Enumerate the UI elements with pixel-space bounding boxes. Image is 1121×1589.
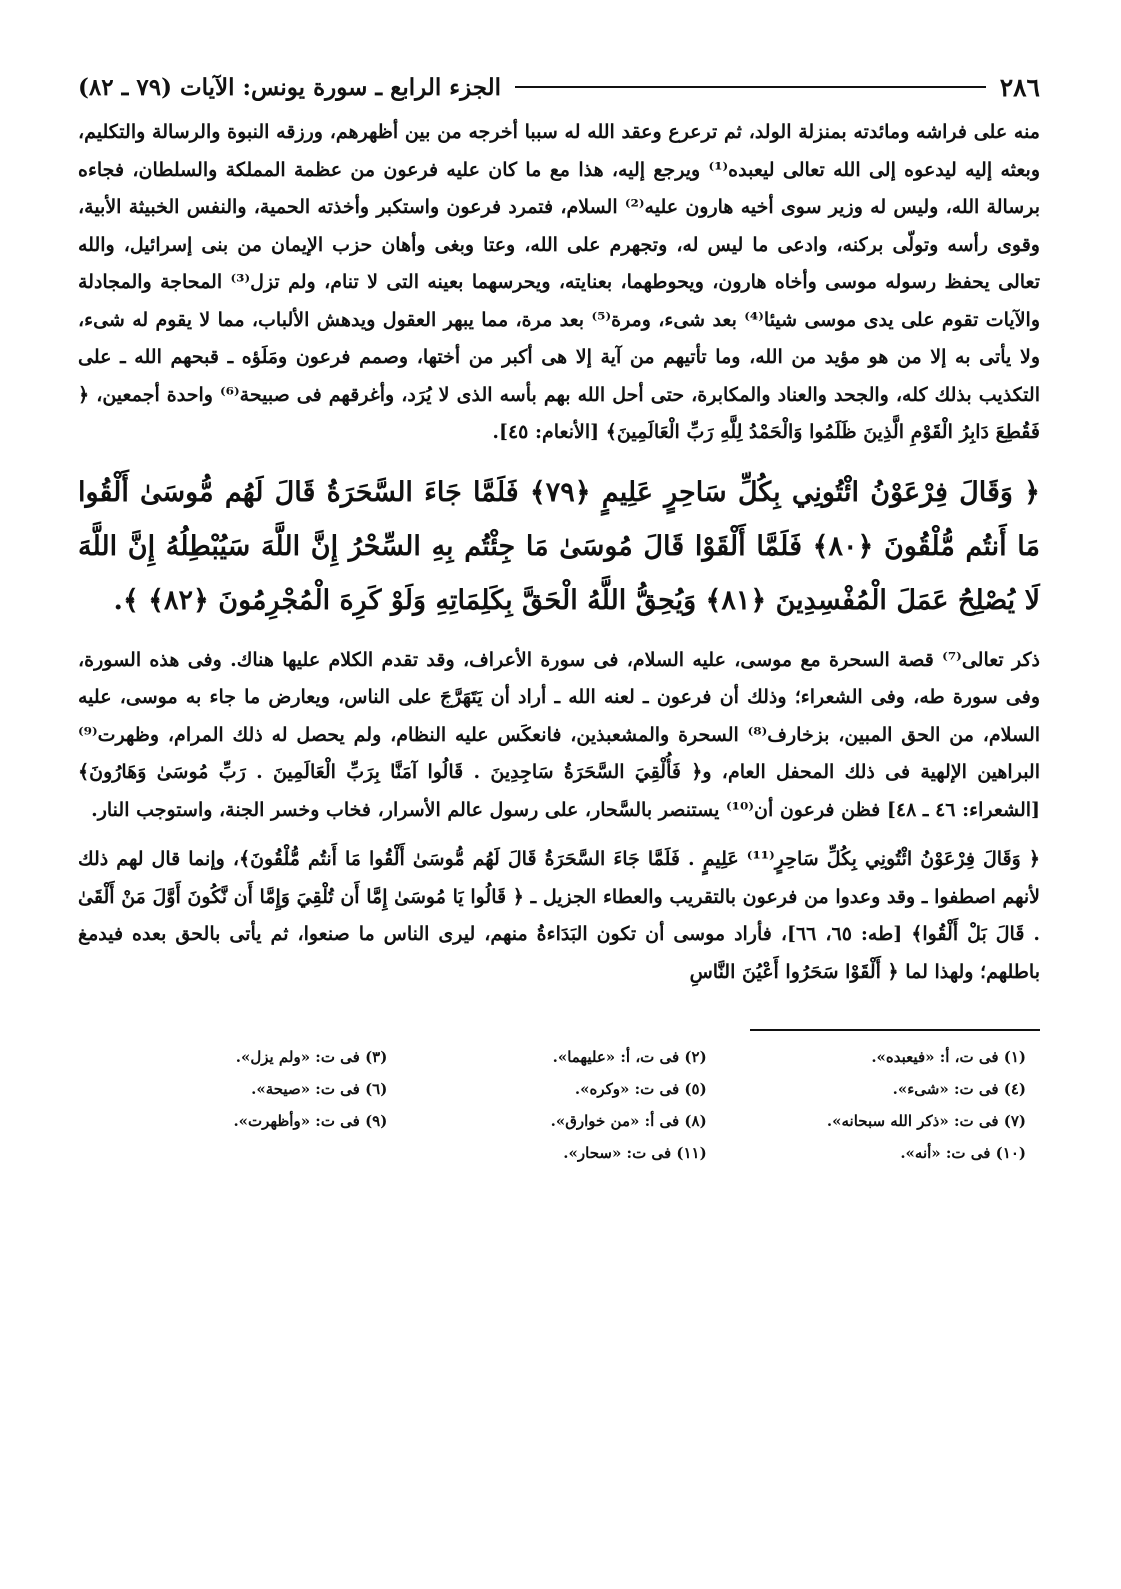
footnote: (٧) فى ت: «ذكر الله سبحانه».	[826, 1112, 1026, 1130]
footnote: (٦) فى ت: «صيحة».	[251, 1080, 388, 1098]
last-paragraph: ﴿ وَقَالَ فِرْعَوْنُ ائْتُونِي بِكُلِّ سَاحِرٍ⁽¹¹⁾ عَلِيمٍ . فَلَمَّا جَاءَ السَّحَرَةُ قَالَ لَهُم مُّوسَىٰ أَلْقُوا مَا أَنتُم مُّلْقُونَ﴾، وإنما قال لهم ذلك لأنهم اصطفوا ـ وقد وعدوا من فرعون بالتقريب والعطاء الجزيل ـ ﴿ قَالُوا يَا مُوسَىٰ إِمَّا أَن تُلْقِيَ وَإِمَّا أَن نَّكُونَ أَوَّلَ مَنْ أَلْقَىٰ . قَالَ بَلْ أَلْقُوا﴾ [طه: ٦٥، ٦٦]، فأراد موسى أن تكون البَدَاءةُ منهم، ليرى الناس ما صنعوا، ثم يأتى بالحق بعده فيدمغ باطلهم؛ ولهذا لما ﴿ أَلْقَوْا سَحَرُوا أَعْيُنَ النَّاسِ	[78, 848, 1040, 983]
footnote: (٩) فى ت: «وأظهرت».	[233, 1112, 388, 1130]
footnote: (٢) فى ت، أ: «عليهما».	[552, 1048, 707, 1066]
running-title: الجزء الرابع ـ سورة يونس: الآيات (٧٩ ـ ٨٢)	[78, 73, 502, 101]
header-rule	[515, 86, 986, 88]
book-page	[78, 64, 1040, 1167]
page-number: ٢٨٦	[999, 72, 1040, 102]
footnote: (١١) فى ت: «سحار».	[563, 1144, 707, 1162]
quran-verses: ﴿ وَقَالَ فِرْعَوْنُ ائْتُونِي بِكُلِّ سَاحِرٍ عَلِيمٍ ﴿٧٩﴾ فَلَمَّا جَاءَ السَّحَرَةُ قَالَ لَهُم مُّوسَىٰ أَلْقُوا مَا أَنتُم مُّلْقُونَ ﴿٨٠﴾ فَلَمَّا أَلْقَوْا قَالَ مُوسَىٰ مَا جِئْتُم بِهِ السِّحْرُ إِنَّ اللَّهَ سَيُبْطِلُهُ إِنَّ اللَّهَ لَا يُصْلِحُ عَمَلَ الْمُفْسِدِينَ ﴿٨١﴾ وَيُحِقُّ اللَّهُ الْحَقَّ بِكَلِمَاتِهِ وَلَوْ كَرِهَ الْمُجْرِمُونَ ﴿٨٢﴾ ﴾.	[78, 476, 1041, 616]
intro-paragraph: منه على فراشه ومائدته بمنزلة الولد، ثم ترعرع وعقد الله له سببا أخرجه من بين أظهرهم، ورزقه النبوة والرسالة والتكليم، وبعثه إليه ليدعوه إلى الله تعالى ليعبده⁽¹⁾ ويرجع إليه، هذا مع ما كان عليه فرعون من عظمة المملكة والسلطان، فجاءه برسالة الله، وليس له وزير سوى أخيه هارون عليه⁽²⁾ السلام، فتمرد فرعون واستكبر وأخذته الحمية، والنفس الخبيثة الأبية، وقوى رأسه وتولّى بركنه، وادعى ما ليس له، وتجهرم على الله، وعتا وبغى وأهان حزب الإيمان من بنى إسرائيل، والله تعالى يحفظ رسوله موسى وأخاه هارون، ويحوطهما، بعنايته، ويحرسهما بعينه التى لا تنام، ولم تزل⁽³⁾ المحاجة والمجادلة والآيات تقوم على يدى موسى شيئا⁽⁴⁾ بعد شىء، ومرة⁽⁵⁾ بعد مرة، مما يبهر العقول ويدهش الألباب، مما لا يقوم له شىء، ولا يأتى به إلا من هو مؤيد من الله، وما تأتيهم من آية إلا هى أكبر من أختها، وصمم فرعون ومَلَؤه ـ قبحهم الله ـ على التكذيب بذلك كله، والجحد والعناد والمكابرة، حتى أحل الله بهم بأسه الذى لا يُرَد، وأغرقهم فى صبيحة⁽⁶⁾ واحدة أجمعين، ﴿ فَقُطِعَ دَابِرُ الْقَوْمِ الَّذِينَ ظَلَمُوا وَالْحَمْدُ لِلَّهِ رَبِّ الْعَالَمِينَ﴾ [الأنعام: ٤٥].	[78, 121, 1041, 443]
footnote: (٣) فى ت: «ولم يزل».	[235, 1048, 388, 1066]
footnote: (٤) فى ت: «شىء».	[892, 1080, 1026, 1098]
footnote: (٨) فى أ: «من خوارق».	[550, 1112, 707, 1130]
page-header	[78, 64, 1040, 110]
commentary-paragraph: ذكر تعالى⁽⁷⁾ قصة السحرة مع موسى، عليه السلام، فى سورة الأعراف، وقد تقدم الكلام عليها هناك. وفى هذه السورة، وفى سورة طه، وفى الشعراء؛ وذلك أن فرعون ـ لعنه الله ـ أراد أن يَتَهَرَّجَ على الناس، ويعارض ما جاء به موسى، عليه السلام، من الحق المبين، بزخارف⁽⁸⁾ السحرة والمشعبذين، فانعكَس عليه النظام، ولم يحصل له ذلك المرام، وظهرت⁽⁹⁾ البراهين الإلهية فى ذلك المحفل العام، و﴿ فَأُلْقِيَ السَّحَرَةُ سَاجِدِينَ . قَالُوا آمَنَّا بِرَبِّ الْعَالَمِينَ . رَبِّ مُوسَىٰ وَهَارُونَ﴾ [الشعراء: ٤٦ ـ ٤٨] فظن فرعون أن⁽¹⁰⁾ يستنصر بالسَّحار، على رسول عالم الأسرار، فخاب وخسر الجنة، واستوجب النار.	[78, 648, 1041, 821]
footnotes	[78, 1043, 1040, 1167]
footnote: (١) فى ت، أ: «فيعبده».	[871, 1048, 1026, 1066]
footnote: (٥) فى ت: «وكره».	[574, 1080, 707, 1098]
footnote-rule	[750, 1029, 1040, 1031]
footnote: (١٠) فى ت: «أنه».	[900, 1144, 1026, 1162]
